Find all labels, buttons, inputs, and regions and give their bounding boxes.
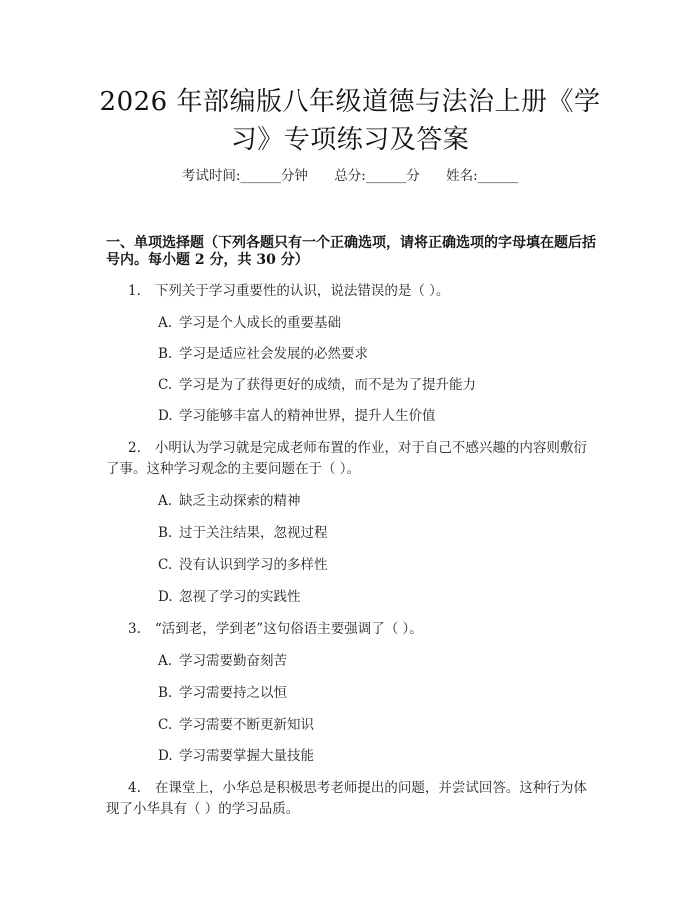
student-name-field <box>446 166 518 186</box>
exam-time-label: 考试时间: <box>181 168 241 184</box>
option-letter: A. <box>158 653 173 669</box>
total-score-blank: ______ <box>365 168 407 184</box>
question-2-option-a <box>158 491 301 511</box>
question-number: 2. <box>128 440 141 456</box>
student-name-label: 姓名: <box>446 168 478 184</box>
option-letter: A. <box>158 493 173 509</box>
option-text: 学习能够丰富人的精神世界，提升人生价值 <box>179 408 436 424</box>
option-letter: A. <box>158 315 173 331</box>
exam-time-unit: 分钟 <box>280 168 308 184</box>
question-text: 在课堂上，小华总是积极思考老师提出的问题，并尝试回答。这种行为体 <box>154 780 587 796</box>
question-1-option-b <box>158 344 368 364</box>
question-number: 1. <box>128 283 141 299</box>
question-2 <box>106 438 600 458</box>
option-text: 学习需要不断更新知识 <box>179 717 314 733</box>
question-3-option-c <box>158 715 314 735</box>
student-name-blank: ______ <box>477 168 519 184</box>
question-3 <box>106 619 600 639</box>
option-letter: B. <box>158 685 173 701</box>
exam-time-field <box>182 166 308 186</box>
option-text: 缺乏主动探索的精神 <box>179 493 301 509</box>
total-score-label: 总分: <box>334 168 366 184</box>
total-score-unit: 分 <box>406 168 420 184</box>
section-heading-line-2: 号内。每小题 2 分，共 30 分） <box>106 252 309 268</box>
option-letter: C. <box>158 377 173 393</box>
document-title-line-2: 习》专项练习及答案 <box>230 125 470 155</box>
question-1 <box>106 281 600 301</box>
option-letter: D. <box>158 748 173 764</box>
option-letter: D. <box>158 589 173 605</box>
question-4 <box>106 778 600 798</box>
question-text: “活到老，学到老”这句俗语主要强调了（ ）。 <box>154 621 423 637</box>
option-text: 没有认识到学习的多样性 <box>179 557 328 573</box>
question-4-continuation: 现了小华具有（ ）的学习品质。 <box>106 801 300 817</box>
question-number: 4. <box>128 780 141 796</box>
option-letter: C. <box>158 557 173 573</box>
option-letter: B. <box>158 346 173 362</box>
question-3-option-a <box>158 651 287 671</box>
option-letter: D. <box>158 408 173 424</box>
question-text: 下列关于学习重要性的认识，说法错误的是（ ）。 <box>154 283 450 299</box>
question-1-option-c <box>158 375 476 395</box>
question-2-option-c <box>158 555 328 575</box>
question-1-option-d <box>158 406 436 426</box>
option-text: 学习是适应社会发展的必然要求 <box>179 346 368 362</box>
option-text: 学习是为了获得更好的成绩，而不是为了提升能力 <box>179 377 476 393</box>
exam-info <box>0 166 700 186</box>
question-3-option-b <box>158 683 287 703</box>
question-3-option-d <box>158 746 314 766</box>
option-text: 学习需要持之以恒 <box>179 685 287 701</box>
question-text: 小明认为学习就是完成老师布置的作业，对于自己不感兴趣的内容则敷衍 <box>154 440 587 456</box>
option-text: 学习是个人成长的重要基础 <box>179 315 341 331</box>
option-letter: C. <box>158 717 173 733</box>
option-text: 学习需要掌握大量技能 <box>179 748 314 764</box>
option-letter: B. <box>158 525 173 541</box>
option-text: 忽视了学习的实践性 <box>179 589 301 605</box>
option-text: 过于关注结果，忽视过程 <box>179 525 328 541</box>
total-score-field <box>334 166 420 186</box>
question-2-continuation: 了事。这种学习观念的主要问题在于（ ）。 <box>106 461 361 477</box>
question-2-option-d <box>158 587 301 607</box>
section-heading-line-1: 一、单项选择题（下列各题只有一个正确选项，请将正确选项的字母填在题后括 <box>106 235 596 251</box>
exam-time-blank: ______ <box>240 168 281 184</box>
document-title-line-1: 2026 年部编版八年级道德与法治上册《学 <box>99 87 601 117</box>
option-text: 学习需要勤奋刻苦 <box>179 653 287 669</box>
question-2-option-b <box>158 523 328 543</box>
question-number: 3. <box>128 621 141 637</box>
question-1-option-a <box>158 313 341 333</box>
